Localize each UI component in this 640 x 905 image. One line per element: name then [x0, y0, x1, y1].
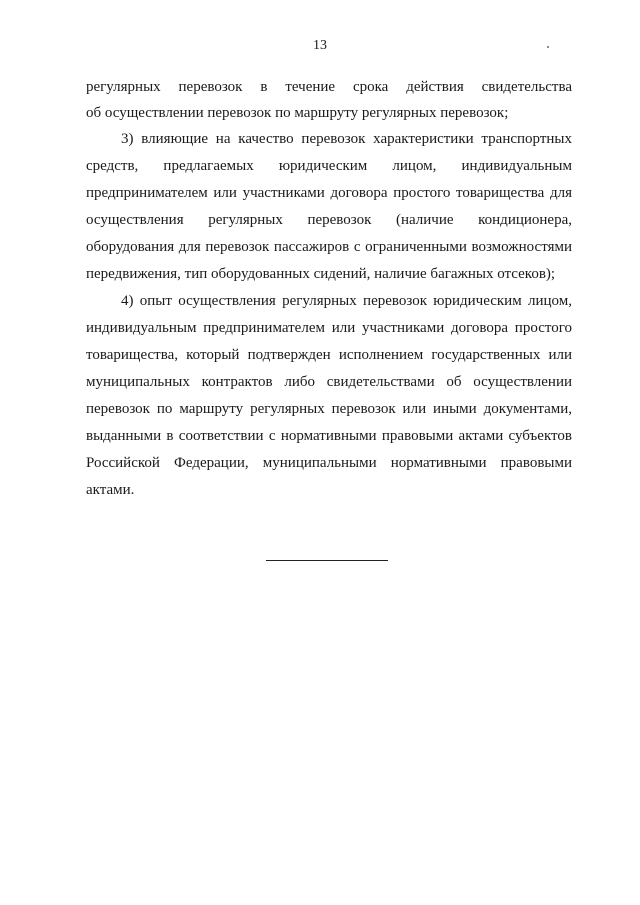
- text-line: Российской Федерации, муниципальными нормативными правовыми: [86, 455, 572, 471]
- scan-speck: [547, 46, 549, 48]
- text-line: передвижения, тип оборудованных сидений, наличие багажных отсеков);: [86, 266, 556, 282]
- text-line: средств, предлагаемых юридическим лицом, индивидуальным: [86, 158, 572, 174]
- text-line: муниципальных контрактов либо свидетельствами об осуществлении: [86, 374, 572, 390]
- text-line: предпринимателем или участниками договора простого товарищества для: [86, 185, 572, 201]
- text-line: товарищества, который подтвержден исполнением государственных или: [86, 347, 572, 363]
- text-line: перевозок по маршруту регулярных перевозок или иными документами,: [86, 401, 572, 417]
- text-line: регулярных перевозок в течение срока действия свидетельства: [86, 79, 572, 95]
- text-line: об осуществлении перевозок по маршруту регулярных перевозок;: [86, 105, 509, 121]
- text-line: осуществления регулярных перевозок (наличие кондиционера,: [86, 212, 572, 228]
- text-line: выданными в соответствии с нормативными правовыми актами субъектов: [86, 428, 572, 444]
- end-rule: [266, 560, 388, 561]
- paragraph-4-first-line: 4) опыт осуществления регулярных перевозок юридическим лицом,: [121, 293, 572, 309]
- page-number: 13: [313, 38, 327, 53]
- text-line: оборудования для перевозок пассажиров с ограниченными возможностями: [86, 239, 572, 255]
- text-line: актами.: [86, 482, 135, 498]
- text-line: индивидуальным предпринимателем или участниками договора простого: [86, 320, 572, 336]
- paragraph-3-first-line: 3) влияющие на качество перевозок характеристики транспортных: [121, 131, 572, 147]
